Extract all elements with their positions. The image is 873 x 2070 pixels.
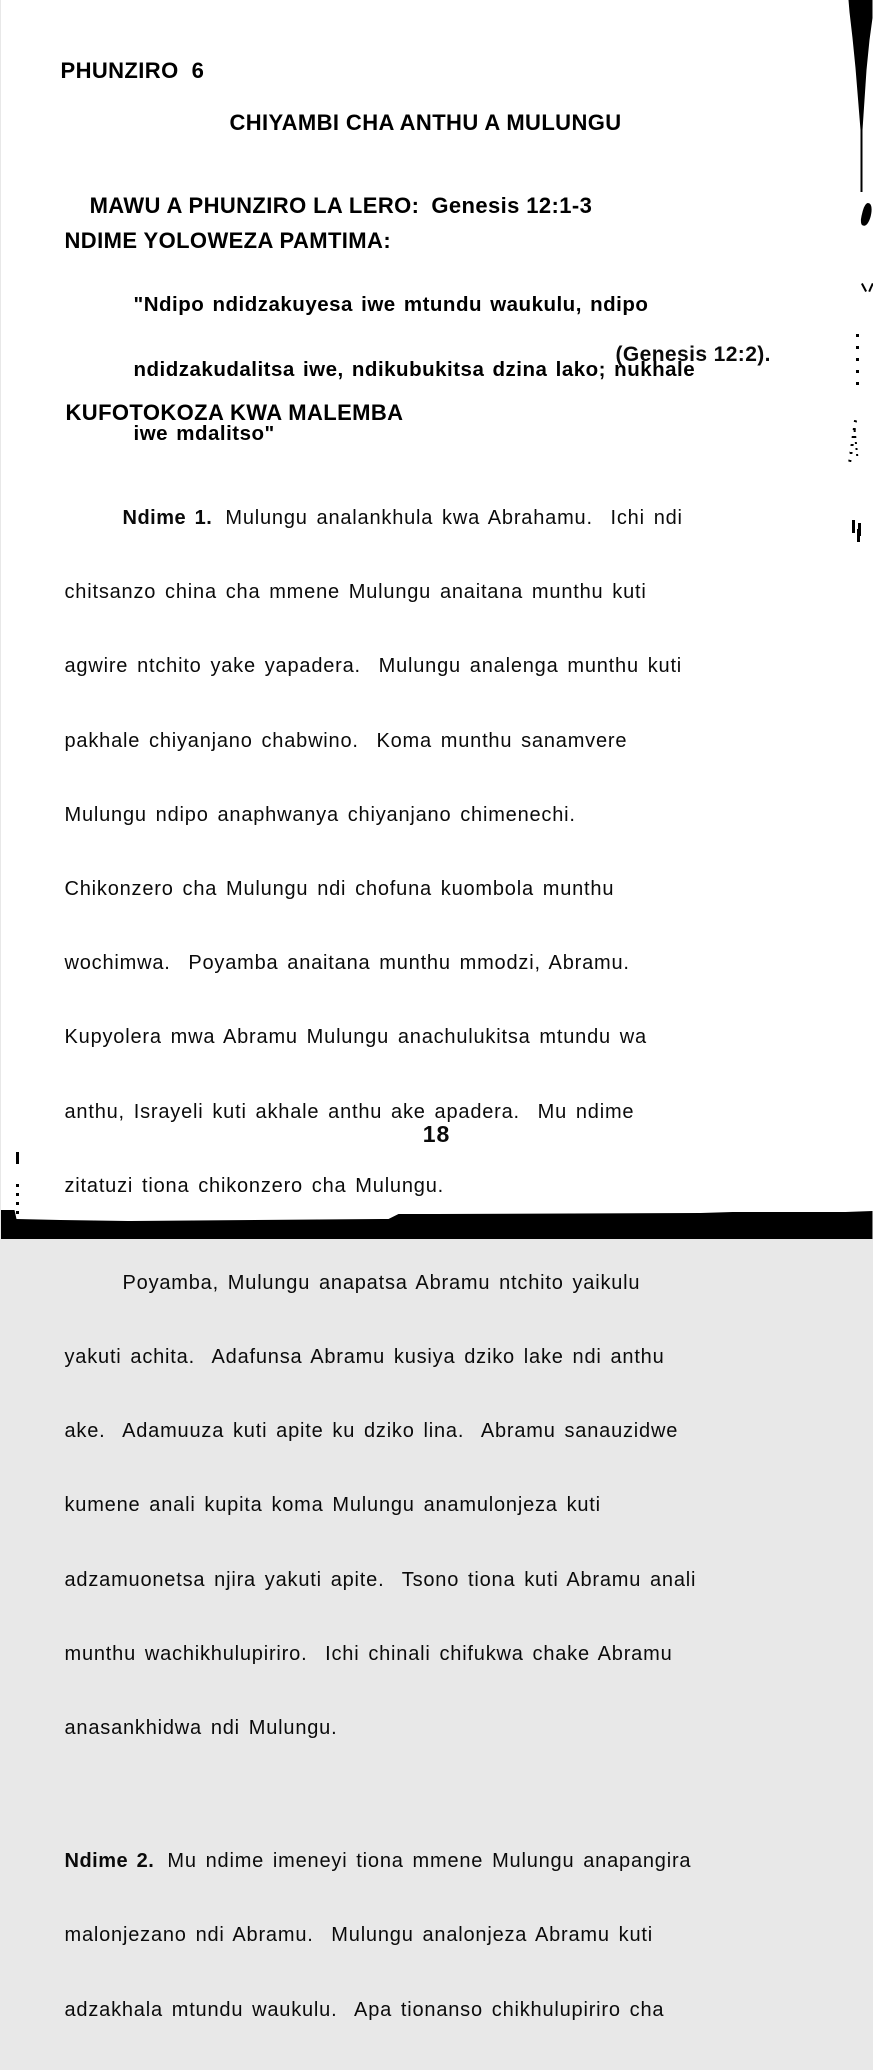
paragraph-lead: Ndime 1. (122, 507, 213, 529)
scan-artifact-speck (859, 202, 873, 226)
paragraph-line: Kupyolera mwa Abramu Mulungu anachulukitsa mtundu wa (64, 1026, 647, 1049)
paragraph-line: munthu wachikhulupiriro. Ichi chinali chifukwa chake Abramu (64, 1642, 673, 1665)
paragraph-line: adzakhala mtundu waukulu. Apa tionanso chikhulupiriro cha (64, 1998, 665, 2021)
lesson-body (65, 458, 697, 2070)
scripture-reference: Genesis 12:1-3 (431, 193, 593, 218)
paragraph-line: anthu, Israyeli kuti akhale anthu ake apadera. Mu ndime (64, 1100, 635, 1123)
paragraph-line: anasankhidwa ndi Mulungu. (64, 1717, 338, 1739)
scanned-book-page (1, 0, 873, 2021)
scan-artifact-dots (856, 334, 859, 392)
quote-line: "Ndipo ndidzakuyesa iwe mtundu waukulu, ndipo (133, 293, 649, 316)
scan-artifact-left-edge-dots (16, 1184, 19, 1218)
paragraph-line: ake. Adamuuza kuti apite ku dziko lina. Abramu sanauzidwe (64, 1420, 679, 1443)
paragraph-line: agwire ntchito yake yapadera. Mulungu analenga munthu kuti (64, 655, 683, 678)
paragraph-line: wochimwa. Poyamba anaitana munthu mmodzi, Abramu. (64, 952, 630, 975)
paragraph-line: malonjezano ndi Abramu. Mulungu analonjeza Abramu kuti (64, 1924, 653, 1947)
page-title: CHIYAMBI CHA ANTHU A MULUNGU (229, 110, 622, 135)
paragraph-line: adzamuonetsa njira yakuti apite. Tsono tiona kuti Abramu anali (64, 1568, 697, 1591)
scan-artifact-speck (852, 520, 855, 533)
paragraph-line: Ndime 1. Mulungu analankhula kwa Abrahamu. Ichi ndi (122, 507, 683, 529)
quote-line: ndidzakudalitsa iwe, ndikubukitsa dzina lako; nukhale (133, 357, 696, 381)
memory-verse-reference: (Genesis 12:2). (615, 343, 771, 366)
scan-artifact-left-edge-dash (16, 1152, 19, 1164)
scan-artifact-dots (848, 420, 859, 464)
page-number: 18 (422, 1121, 451, 1147)
paragraph-line: Mulungu ndipo anaphwanya chiyanjano chimenechi. (64, 803, 576, 826)
scan-artifact-speck (862, 283, 873, 293)
quote-line: iwe mdalitso" (133, 422, 275, 445)
lesson-label: PHUNZIRO 6 (60, 58, 205, 83)
paragraph-lead: Ndime 2. (64, 1850, 155, 1873)
paragraph-line: kumene anali kupita koma Mulungu anamulonjeza kuti (64, 1494, 601, 1517)
section-heading: KUFOTOKOZA KWA MALEMBA (65, 400, 404, 425)
paragraph-line: yakuti achita. Adafunsa Abramu kusiya dziko lake ndi anthu (64, 1346, 665, 1369)
paragraph-line: zitatuzi tiona chikonzero cha Mulungu. (64, 1174, 444, 1197)
scan-artifact-top-right-wedge (846, 0, 873, 192)
paragraph-line: Chikonzero cha Mulungu ndi chofuna kuombola munthu (64, 877, 615, 900)
paragraph-line: Poyamba, Mulungu anapatsa Abramu ntchito yaikulu (122, 1271, 641, 1294)
paragraph-line: chitsanzo china cha mmene Mulungu anaitana munthu kuti (64, 581, 647, 604)
memory-verse-quote (134, 255, 696, 485)
paragraph-line: Ndime 2. Mu ndime imeneyi tiona mmene Mulungu anapangira (64, 1850, 692, 1873)
scripture-label: MAWU A PHUNZIRO LA LERO: (89, 193, 420, 218)
paragraph-line: pakhale chiyanjano chabwino. Koma munthu sanamvere (64, 729, 628, 752)
memory-verse-heading: NDIME YOLOWEZA PAMTIMA: (64, 228, 392, 253)
